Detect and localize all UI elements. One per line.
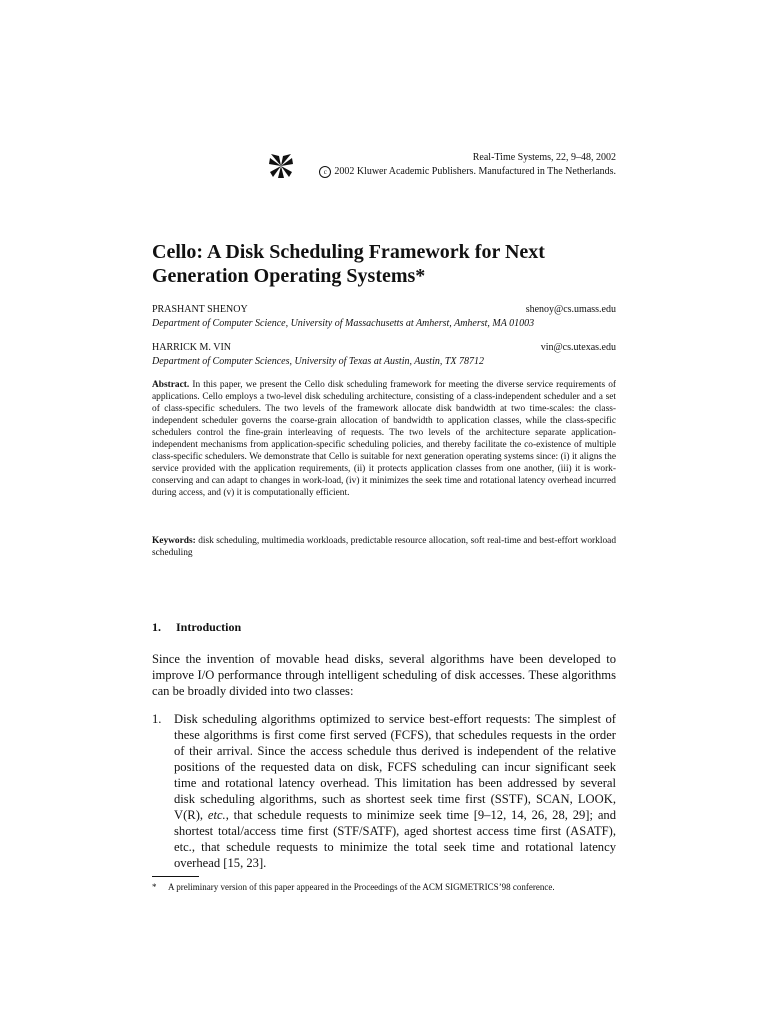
list-item-text bbox=[174, 711, 616, 871]
abstract-label: Abstract. bbox=[152, 380, 190, 390]
author-name: HARRICK M. VIN bbox=[152, 342, 231, 353]
paper-title: Cello: A Disk Scheduling Framework for Next Generation Operating Systems* bbox=[152, 241, 545, 287]
footnote-rule bbox=[152, 876, 199, 877]
list-marker: 1. bbox=[152, 712, 162, 726]
abstract-text: In this paper, we present the Cello disk scheduling framework for meeting the diverse service requirements of applications. Cello employs a two-level disk scheduling architecture, consisting of a class-independent scheduler and a set of class-specific schedulers. The two levels of the framework allocate disk bandwidth at two time-scales: the class-independent scheduler governs the coarse-grain allocation of bandwidth to application classes, while the class-specific schedulers control the fine-grain interleaving of requests. The two levels of the architecture separate application-independent mechanisms from application-specific scheduling policies, and thereby facilitate the co-existence of multiple class-specific schedulers. We demonstrate that Cello is suitable for next generation operating systems since: (i) it aligns the service provided with the application requirements, (ii) it protects application classes from one another, (iii) it is work-conserving and can adapt to changes in work-load, (iv) it minimizes the seek time and rotational latency overhead incurred during access, and (v) it is computationally efficient. bbox=[152, 380, 616, 498]
list-text-part: , that schedule requests to minimize seek time [9–12, 14, 26, 28, 29]; and shortest total/access time first (STF/SATF), aged shortest access time first (ASATF), etc., that schedule requests to minimize the total seek time and rotational latency overhead [15, 23]. bbox=[174, 808, 617, 870]
abstract bbox=[152, 379, 616, 499]
section-number: 1. bbox=[152, 620, 161, 634]
list-text-part: Disk scheduling algorithms optimized to service best-effort requests: The simplest of these algorithms is first come first served (FCFS), that schedules requests in the order of their arrival. Since the access schedule thus derived is independent of the relative positions of the requested data on disk, FCFS scheduling can incur significant seek time and rotational latency overhead. This limitation has been addressed by several disk scheduling algorithms, such as shortest seek time first (SSTF), SCAN, LOOK, V(R), bbox=[174, 712, 616, 822]
journal-citation: Real-Time Systems, 22, 9–48, 2002 bbox=[472, 152, 616, 163]
keywords-label: Keywords: bbox=[152, 536, 196, 546]
journal-info bbox=[196, 151, 616, 179]
author-affiliation: Department of Computer Science, University of Massachusetts at Amherst, Amherst, MA 01003 bbox=[152, 318, 535, 329]
intro-paragraph: Since the invention of movable head disks, several algorithms have been developed to improve I/O performance through intelligent scheduling of disk accesses. These algorithms can be broadly divided into two classes: bbox=[152, 652, 616, 698]
list-item bbox=[152, 711, 616, 871]
section-heading bbox=[152, 620, 241, 635]
copyright-text: 2002 Kluwer Academic Publishers. Manufactured in The Netherlands. bbox=[334, 166, 616, 177]
author-name: PRASHANT SHENOY bbox=[152, 304, 248, 315]
author-email[interactable]: shenoy@cs.umass.edu bbox=[525, 304, 616, 315]
copyright-icon: c bbox=[319, 166, 331, 178]
keywords-text: disk scheduling, multimedia workloads, predictable resource allocation, soft real-time and best-effort workload scheduling bbox=[152, 536, 617, 558]
footnote-text: A preliminary version of this paper appeared in the Proceedings of the ACM SIGMETRICS’98 conference. bbox=[168, 882, 555, 892]
author-email[interactable]: vin@cs.utexas.edu bbox=[540, 342, 616, 353]
copyright-line bbox=[196, 165, 616, 179]
list-text-italic: etc. bbox=[207, 808, 226, 822]
footnote bbox=[152, 881, 616, 893]
author-affiliation: Department of Computer Sciences, University of Texas at Austin, Austin, TX 78712 bbox=[152, 356, 485, 367]
keywords bbox=[152, 535, 616, 559]
footnote-mark: * bbox=[152, 882, 157, 892]
section-title: Introduction bbox=[176, 620, 242, 634]
